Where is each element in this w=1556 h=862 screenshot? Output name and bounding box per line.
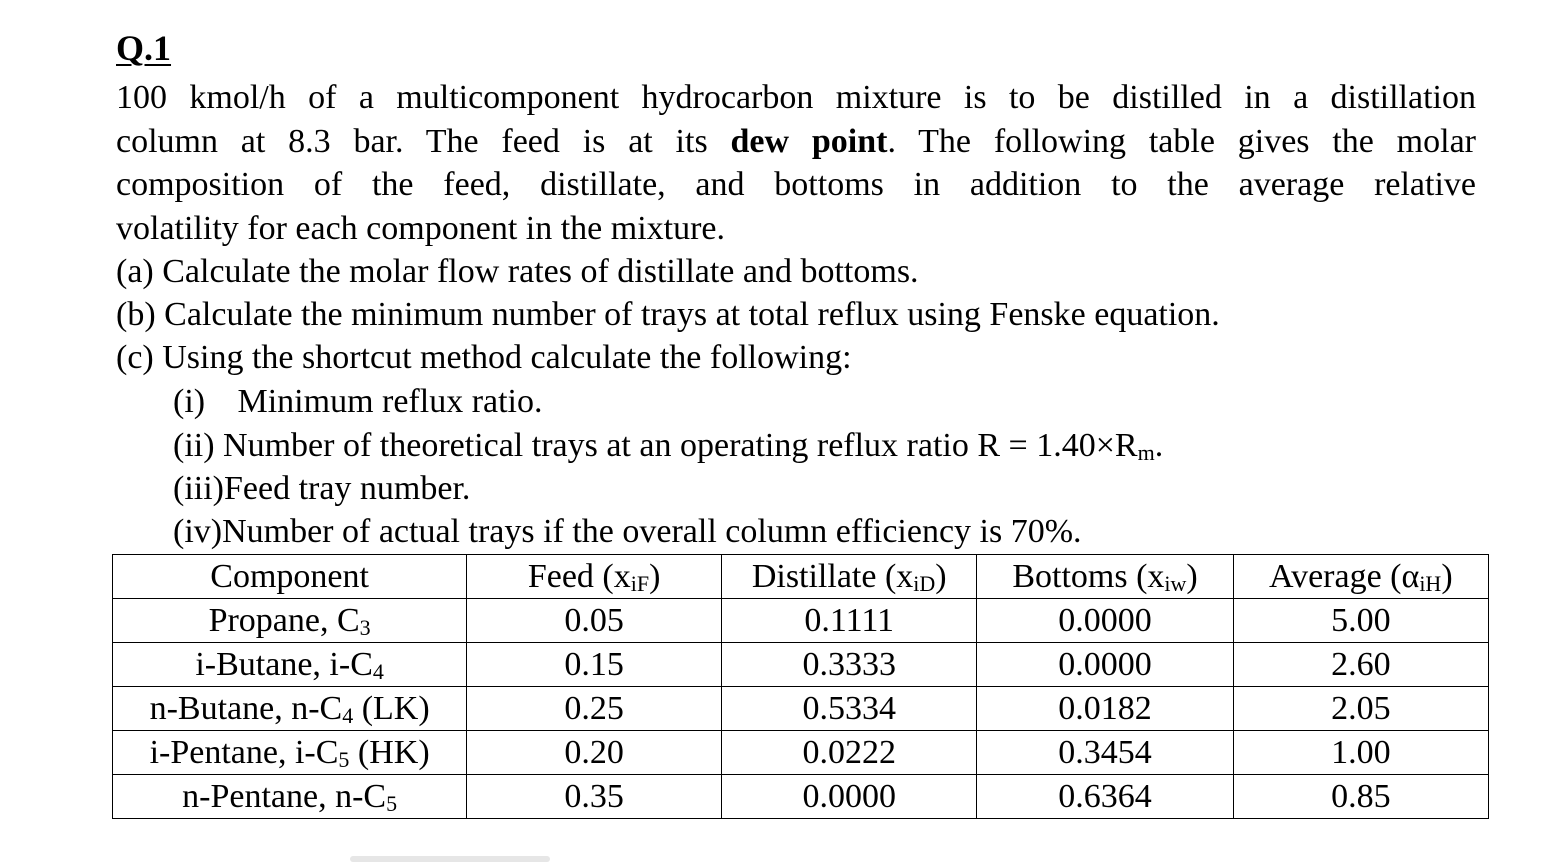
- part-c-label: (c): [116, 339, 154, 376]
- cell-bottoms: 0.0182: [977, 687, 1233, 731]
- cell-average: 5.00: [1233, 599, 1488, 643]
- component-tail: (HK): [349, 733, 430, 771]
- header-component-text: Component: [210, 557, 369, 595]
- table-header-row: [113, 555, 1489, 599]
- dew-point-emphasis: dew point: [730, 122, 888, 160]
- component-subscript: 4: [342, 702, 354, 728]
- intro-text-4: composition of the feed, distillate, and bottoms in addition to the average relative: [116, 166, 1476, 203]
- cell-bottoms: 0.6364: [977, 775, 1233, 819]
- cell-component: [113, 687, 467, 731]
- cell-feed: 0.15: [467, 643, 722, 687]
- part-b-text: Calculate the minimum number of trays at total reflux using Fenske equation.: [164, 296, 1220, 333]
- table-row: [113, 687, 1489, 731]
- component-name: i-Pentane, i-C: [149, 733, 339, 771]
- component-name: n-Pentane, n-C: [182, 777, 387, 815]
- part-c: [116, 336, 852, 379]
- intro-text-1: 100 kmol/h of a multicomponent hydrocarbon mixture is to be distilled in a distillation: [116, 79, 1476, 116]
- component-subscript: 5: [386, 790, 398, 816]
- part-c-text: Using the shortcut method calculate the following:: [162, 339, 852, 376]
- subpart-ii-subscript: m: [1137, 440, 1155, 465]
- table-row: [113, 643, 1489, 687]
- subpart-iv-label: (iv): [173, 513, 223, 550]
- header-distillate-text: Distillate (x: [751, 557, 914, 595]
- subpart-i: [173, 380, 543, 423]
- part-a-label: (a): [116, 253, 154, 290]
- header-distillate: [722, 555, 977, 599]
- header-average-text: Average (α: [1269, 557, 1420, 595]
- cell-bottoms: 0.3454: [977, 731, 1233, 775]
- cell-feed: 0.05: [467, 599, 722, 643]
- cell-bottoms: 0.0000: [977, 599, 1233, 643]
- intro-line-3: [116, 163, 1476, 207]
- part-a-text: Calculate the molar flow rates of distillate and bottoms.: [162, 253, 919, 290]
- header-feed-text: Feed (x: [527, 557, 631, 595]
- cell-component: [113, 731, 467, 775]
- subpart-ii-label: (ii): [173, 427, 215, 464]
- cell-component: [113, 599, 467, 643]
- component-tail: (LK): [353, 689, 430, 727]
- cell-distillate: 0.0000: [722, 775, 977, 819]
- header-feed-tail: ): [649, 557, 661, 595]
- cell-component: [113, 643, 467, 687]
- subpart-ii-text: Number of theoretical trays at an operating reflux ratio R = 1.40×R: [223, 427, 1138, 464]
- part-b-label: (b): [116, 296, 156, 333]
- subpart-iii-text: Feed tray number.: [223, 470, 471, 507]
- component-subscript: 3: [359, 614, 371, 640]
- cell-bottoms: 0.0000: [977, 643, 1233, 687]
- cell-distillate: 0.3333: [722, 643, 977, 687]
- subpart-ii-tail: .: [1154, 427, 1164, 464]
- cell-average: 2.60: [1233, 643, 1488, 687]
- intro-text-3: . The following table gives the molar: [887, 122, 1476, 160]
- scroll-indicator[interactable]: [350, 856, 550, 862]
- subpart-iii: [173, 467, 470, 510]
- part-b: [116, 293, 1220, 336]
- cell-distillate: 0.0222: [722, 731, 977, 775]
- header-component: [113, 555, 467, 599]
- header-average-sub: iH: [1419, 570, 1442, 596]
- header-feed: [467, 555, 722, 599]
- component-name: i-Butane, i-C: [195, 645, 373, 683]
- intro-text-5: volatility for each component in the mixture.: [116, 209, 725, 247]
- subpart-iv-text: Number of actual trays if the overall column efficiency is 70%.: [222, 513, 1082, 550]
- intro-line-1: [116, 76, 1476, 120]
- table-row: [113, 731, 1489, 775]
- component-name: n-Butane, n-C: [149, 689, 343, 727]
- table-row: [113, 599, 1489, 643]
- header-average: [1233, 555, 1488, 599]
- component-name: Propane, C: [208, 601, 360, 639]
- table-row: [113, 775, 1489, 819]
- header-distillate-tail: ): [935, 557, 947, 595]
- cell-average: 0.85: [1233, 775, 1488, 819]
- cell-component: [113, 775, 467, 819]
- header-bottoms-text: Bottoms (x: [1012, 557, 1165, 595]
- cell-distillate: 0.5334: [722, 687, 977, 731]
- header-feed-sub: iF: [630, 570, 650, 596]
- component-subscript: 5: [338, 746, 350, 772]
- subpart-i-text: Minimum reflux ratio.: [237, 383, 543, 420]
- question-title: Q.1: [116, 28, 172, 68]
- composition-table: [112, 554, 1489, 819]
- header-bottoms-tail: ): [1186, 557, 1198, 595]
- header-bottoms: [977, 555, 1233, 599]
- header-average-tail: ): [1441, 557, 1453, 595]
- subpart-ii: [173, 424, 1163, 467]
- subpart-iv: [173, 510, 1082, 553]
- cell-average: 2.05: [1233, 687, 1488, 731]
- intro-line-4: [116, 207, 1476, 251]
- cell-feed: 0.20: [467, 731, 722, 775]
- header-distillate-sub: iD: [913, 570, 936, 596]
- cell-average: 1.00: [1233, 731, 1488, 775]
- header-bottoms-sub: iw: [1164, 570, 1187, 596]
- subpart-iii-label: (iii): [173, 470, 224, 507]
- intro-line-2: [116, 120, 1476, 164]
- component-subscript: 4: [372, 658, 384, 684]
- part-a: [116, 250, 919, 293]
- cell-feed: 0.25: [467, 687, 722, 731]
- subpart-i-label: (i): [173, 383, 206, 420]
- intro-text-2: column at 8.3 bar. The feed is at its: [116, 122, 731, 160]
- cell-feed: 0.35: [467, 775, 722, 819]
- cell-distillate: 0.1111: [722, 599, 977, 643]
